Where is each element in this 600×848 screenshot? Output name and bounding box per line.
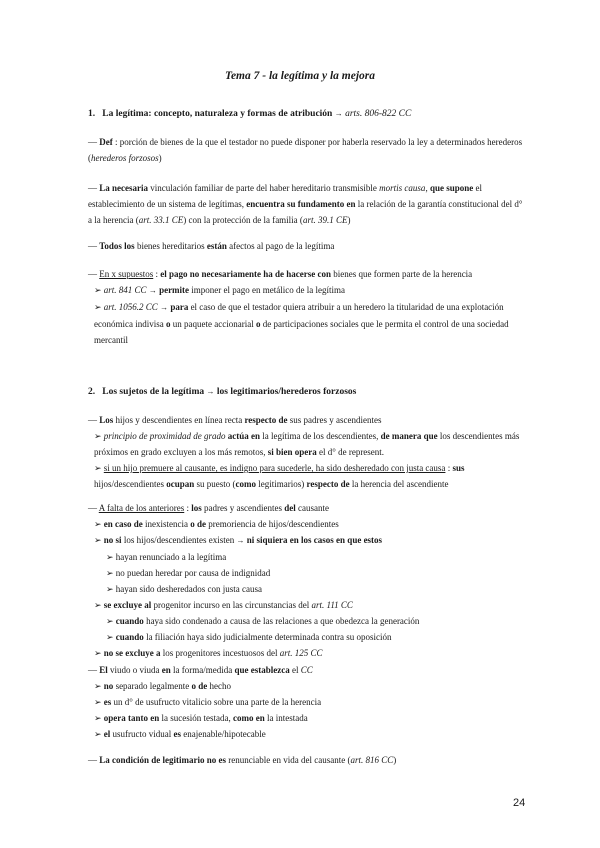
- arrow-bullet-icon: ➢: [106, 632, 114, 642]
- arrow-bullet-icon: ➢: [106, 584, 114, 594]
- arrow-bullet-icon: ➢: [94, 519, 102, 529]
- list-item: ➢ cuando la filiación haya sido judicialmente determinada contra su oposición: [106, 632, 392, 642]
- arrow-bullet-icon: ➢: [94, 535, 102, 545]
- hijos-paragraph: — Los hijos y descendientes en línea recta respecto de sus padres y ascendientes ➢ principio de proximidad de grado actúa en la legítima de los descendientes, de manera que los descendientes más próximos en grado excluyen a los más remotos, si bien opera el d° de represent. ➢ si un hijo premuere al causante, es indigno para sucederle, ha sido desheredado con justa causa : sus hijos/descendientes ocupan su puesto (como legitimarios) respecto de la herencia del ascendiente: [88, 412, 528, 492]
- list-item: ➢ hayan renunciado a la legítima: [106, 552, 227, 562]
- arrow-bullet-icon: ➢: [94, 463, 102, 473]
- necesaria-paragraph: — La necesaria vinculación familiar de parte del haber hereditario transmisible mortis causa, que supone el establecimiento de un sistema de legítimas, encuentra su fundamento en la relación de la garantía constitucional del d° a la herencia (art. 33.1 CE) con la protección de la familia (art. 39.1 CE): [88, 183, 523, 225]
- arrow-bullet-icon: ➢: [106, 616, 114, 626]
- list-item: ➢ no separado legalmente o de hecho: [94, 681, 232, 691]
- list-item: ➢ si un hijo premuere al causante, es indigno para sucederle, ha sido desheredado con justa causa : sus hijos/descendientes ocupan su puesto (como legitimarios) respecto de la herencia del ascendiente: [94, 463, 465, 489]
- list-item: ➢ no se excluye a los progenitores incestuosos del art. 125 CC: [94, 648, 323, 658]
- list-item: ➢ cuando haya sido condenado a causa de las relaciones a que obedezca la generación: [106, 616, 420, 626]
- list-item: ➢ art. 1056.2 CC → para el caso de que el testador quiera atribuir a un heredero la titularidad de una explotación económica indivisa o un paquete accionarial o de participaciones sociales que le permita el control de una sociedad mercantil: [94, 302, 509, 345]
- list-item: ➢ es un d° de usufructo vitalicio sobre una parte de la herencia: [94, 697, 322, 707]
- arrow-bullet-icon: ➢: [106, 552, 114, 562]
- list-item: ➢ no puedan heredar por causa de indignidad: [106, 568, 271, 578]
- definition-paragraph: — Def : porción de bienes de la que el testador no puede disponer por haberla reservado la ley a determinados herederos (herederos forzosos): [88, 137, 523, 163]
- arrow-bullet-icon: ➢: [94, 729, 102, 739]
- arrow-bullet-icon: ➢: [94, 697, 102, 707]
- supuestos-paragraph: — En x supuestos : el pago no necesariamente ha de hacerse con bienes que formen parte de la herencia ➢ art. 841 CC → permite imponer el pago en metálico de la legítima ➢ art. 1056.2 CC → para el caso de que el testador quiera atribuir a un heredero la titularidad de una explotación económica indivisa o un paquete accionarial o de participaciones sociales que le permita el control de una sociedad mercantil: [88, 266, 528, 348]
- arrow-bullet-icon: ➢: [94, 648, 102, 658]
- list-item: ➢ hayan sido desheredados con justa causa: [106, 584, 262, 594]
- section-heading-1: [88, 106, 528, 122]
- arrow-bullet-icon: ➢: [106, 568, 114, 578]
- arrow-bullet-icon: ➢: [94, 431, 102, 441]
- arrow-bullet-icon: ➢: [94, 681, 102, 691]
- viudo-paragraph: — El viudo o viuda en la forma/medida que establezca el CC ➢ no separado legalmente o de hecho ➢ es un d° de usufructo vitalicio sobre una parte de la herencia ➢ opera tanto en la sucesión testada, como en la intestada ➢ el usufructo vidual es enajenable/hipotecable: [88, 662, 528, 742]
- arrow-bullet-icon: ➢: [94, 713, 102, 723]
- list-item: ➢ no si los hijos/descendientes existen → ni siquiera en los casos en que estos: [94, 535, 383, 545]
- arrow-icon: →: [334, 109, 343, 118]
- heading-text: La legítima: concepto, naturaleza y formas de atribución: [102, 109, 333, 119]
- list-item: ➢ principio de proximidad de grado actúa en la legítima de los descendientes, de manera que los descendientes más próximos en grado excluyen a los más remotos, si bien opera el d° de represent.: [94, 431, 520, 457]
- arrow-icon: →: [206, 387, 215, 396]
- list-item: ➢ el usufructo vidual es enajenable/hipotecable: [94, 729, 266, 739]
- arrow-bullet-icon: ➢: [94, 600, 102, 610]
- page-title: Tema 7 - la legítima y la mejora: [224, 70, 376, 82]
- condicion-paragraph: — La condición de legitimario no es renunciable en vida del causante (art. 816 CC): [88, 755, 397, 765]
- arrow-bullet-icon: ➢: [94, 285, 102, 295]
- todos-paragraph: — Todos los bienes hereditarios están afectos al pago de la legítima: [88, 241, 335, 251]
- arrow-bullet-icon: ➢: [94, 302, 102, 312]
- heading-number: 1.: [88, 109, 96, 119]
- list-item: ➢ art. 841 CC → permite imponer el pago en metálico de la legítima: [94, 285, 345, 295]
- list-item: ➢ opera tanto en la sucesión testada, como en la intestada: [94, 713, 308, 723]
- falta-paragraph: — A falta de los anteriores : los padres y ascendientes del causante ➢ en caso de inexistencia o de premoriencia de hijos/descendientes ➢ no si los hijos/descendientes existen → ni siquiera en los casos en que estos ➢ hayan renunciado a la legítima ➢ no puedan heredar por causa de indignidad ➢ hayan sido desheredados con justa causa ➢ se excluye al progenitor incurso en las circunstancias del art. 111 CC ➢ cuando haya sido condenado a causa de las relaciones a que obedezca la generación ➢ cuando la filiación haya sido judicialmente determinada contra su oposición ➢ no se excluye a los progenitores incestuosos del art. 125 CC: [88, 500, 528, 661]
- heading-ref: arts. 806-822 CC: [345, 109, 412, 119]
- list-item: ➢ se excluye al progenitor incurso en las circunstancias del art. 111 CC: [94, 600, 353, 610]
- page-number: 24: [513, 797, 526, 809]
- heading-number: 2.: [88, 387, 96, 397]
- section-heading-2: 2. Los sujetos de la legítima → los legitimarios/herederos forzosos: [88, 387, 357, 397]
- list-item: ➢ en caso de inexistencia o de premoriencia de hijos/descendientes: [94, 519, 339, 529]
